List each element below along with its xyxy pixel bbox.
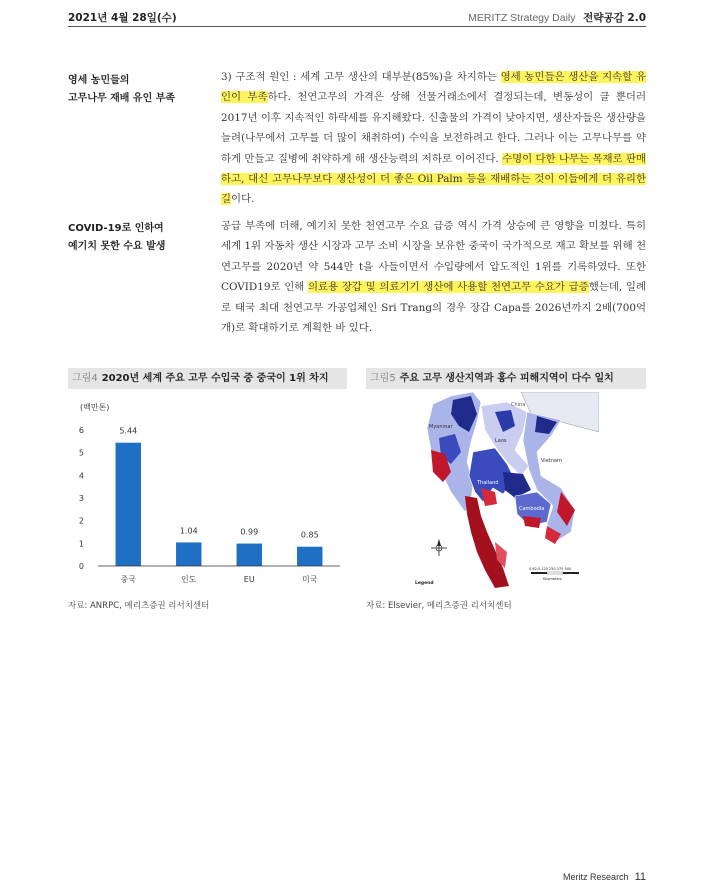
bar-value-label: 0.99 bbox=[240, 527, 259, 537]
bar bbox=[297, 547, 322, 566]
bar bbox=[237, 544, 262, 566]
map-label-laos: Laos bbox=[495, 438, 507, 444]
map-illustration bbox=[411, 392, 599, 588]
section2-label-line2: 예기치 못한 수요 발생 bbox=[68, 241, 166, 252]
bar-value-label: 0.85 bbox=[300, 530, 319, 540]
paragraph-text: 3) 구조적 원인 : 세계 고무 생산의 대부분(85%)을 차지하는 bbox=[221, 71, 501, 83]
map-label-vietnam: Vietnam bbox=[541, 458, 562, 464]
x-tick-label: 중국 bbox=[120, 575, 136, 584]
bar-value-label: 5.44 bbox=[119, 426, 138, 436]
page-header bbox=[68, 8, 646, 26]
y-tick-label: 0 bbox=[78, 562, 84, 571]
x-tick-label: 인도 bbox=[181, 575, 197, 584]
header-divider bbox=[68, 26, 646, 27]
y-tick-label: 4 bbox=[78, 471, 84, 481]
section1-label-line2: 고무나무 재배 유인 부족 bbox=[68, 93, 176, 104]
report-brand: MERITZ Strategy Daily bbox=[468, 12, 576, 24]
y-tick-label: 2 bbox=[78, 516, 84, 526]
section2-paragraph bbox=[221, 216, 646, 338]
figure5-number: 그림5 bbox=[370, 373, 396, 384]
flood-rubber-map bbox=[411, 392, 599, 588]
highlighted-text: 의료용 장갑 및 의료기기 생산에 사용할 천연고무 수요가 급증 bbox=[308, 281, 589, 294]
y-tick-label: 6 bbox=[78, 426, 84, 435]
section1-paragraph bbox=[221, 67, 646, 210]
paragraph-text: 공급 부족에 더해, 예기치 못한 천연고무 수요 급증 역시 가격 상승에 큰 영향을 미쳤다. 특히 세계 1위 자동차 생산 시장과 고무 소비 시장을 보유한 중국이 국가적으로 재고 확보를 위해 천연고무를 2020년 약 544만 t을 사들이면서 수입량에서 압도적인 1위를 기록하였다. 또한 COVID19로 인해 bbox=[221, 220, 646, 294]
bar bbox=[116, 443, 141, 566]
map-label-cambodia: Cambodia bbox=[519, 506, 545, 512]
x-tick-label: EU bbox=[243, 575, 255, 584]
map-label-china: China bbox=[511, 402, 526, 408]
section2-label bbox=[68, 220, 165, 256]
map-label-thailand: Thailand bbox=[477, 480, 499, 486]
section1-label-line1: 영세 농민들의 bbox=[68, 75, 130, 86]
figure5-title: 주요 고무 생산지역과 홍수 피해지역이 다수 일치 bbox=[399, 373, 614, 384]
figure5-source: 자료: Elsevier, 메리츠증권 리서치센터 bbox=[366, 601, 512, 611]
y-tick-label: 3 bbox=[78, 494, 84, 503]
rubber-import-bar-chart bbox=[68, 392, 347, 590]
y-tick-label: 5 bbox=[78, 448, 84, 458]
figure4-source: 자료: ANRPC, 메리츠증권 리서치센터 bbox=[68, 601, 210, 611]
report-date: 2021년 4월 28일(수) bbox=[68, 12, 177, 24]
figure4-title: 2020년 세계 주요 고무 수입국 중 중국이 1위 차지 bbox=[101, 373, 329, 384]
bar bbox=[176, 542, 201, 566]
section2-label-line1: COVID-19로 인하여 bbox=[68, 223, 164, 234]
bar-value-label: 1.04 bbox=[179, 526, 198, 536]
footer-brand: Meritz Research bbox=[563, 872, 629, 882]
paragraph-text: 하다. 천연고무의 가격은 상해 선물거래소에서 결정되는데, 변동성이 클 뿐더러 2017년 이후 지속적인 하락세를 유지해왔다. 신출물의 가격이 낮아지면, 생산자들은 생산량을 늘려(나무에서 고무를 더 많이 채취하여) 수익을 보전하려고 한다. 그러나 이는 고무나무를 약하게 만들고 질병에 취약하게 해 생산능력의 저하로 이어진다. bbox=[221, 91, 646, 165]
report-title: 전략공감 2.0 bbox=[583, 12, 646, 24]
map-legend-label: Legend bbox=[415, 581, 434, 586]
figure5-header bbox=[366, 368, 646, 389]
map-scale-ticks: 0 62.5 125 250 375 500 bbox=[529, 567, 572, 571]
map-scale-unit: Kilometers bbox=[543, 577, 562, 581]
bar-series bbox=[116, 427, 323, 566]
section1-label bbox=[68, 72, 175, 108]
x-tick-label: 미국 bbox=[302, 575, 318, 584]
paragraph-text: 했는데, 일례로 태국 최대 천연고무 가공업체인 Sri Trang의 경우 장갑 Capa를 2026년까지 2배(700억 개)로 확대하기로 계획한 바 있다. bbox=[221, 281, 646, 335]
y-tick-label: 1 bbox=[78, 539, 84, 549]
paragraph-text: 이다. bbox=[231, 193, 255, 206]
x-axis bbox=[98, 566, 340, 584]
report-title-block bbox=[468, 10, 646, 25]
figure4-header bbox=[68, 368, 347, 389]
page-number: 11 bbox=[634, 871, 646, 883]
y-axis bbox=[79, 426, 84, 571]
chart-unit-label: (백만톤) bbox=[80, 403, 110, 412]
map-label-myanmar: Myanmar bbox=[429, 424, 453, 430]
highlighted-text: 영세 농민들은 생산을 지속할 유인이 부족 bbox=[221, 71, 646, 104]
figure4-number: 그림4 bbox=[72, 373, 98, 384]
highlighted-text: 수명이 다한 나무는 목재로 판매하고, 대신 고무나무보다 생산성이 더 좋은 Oil Palm 등을 재배하는 것이 이들에게 더 유리한 길 bbox=[221, 152, 646, 206]
page-footer bbox=[563, 871, 646, 883]
